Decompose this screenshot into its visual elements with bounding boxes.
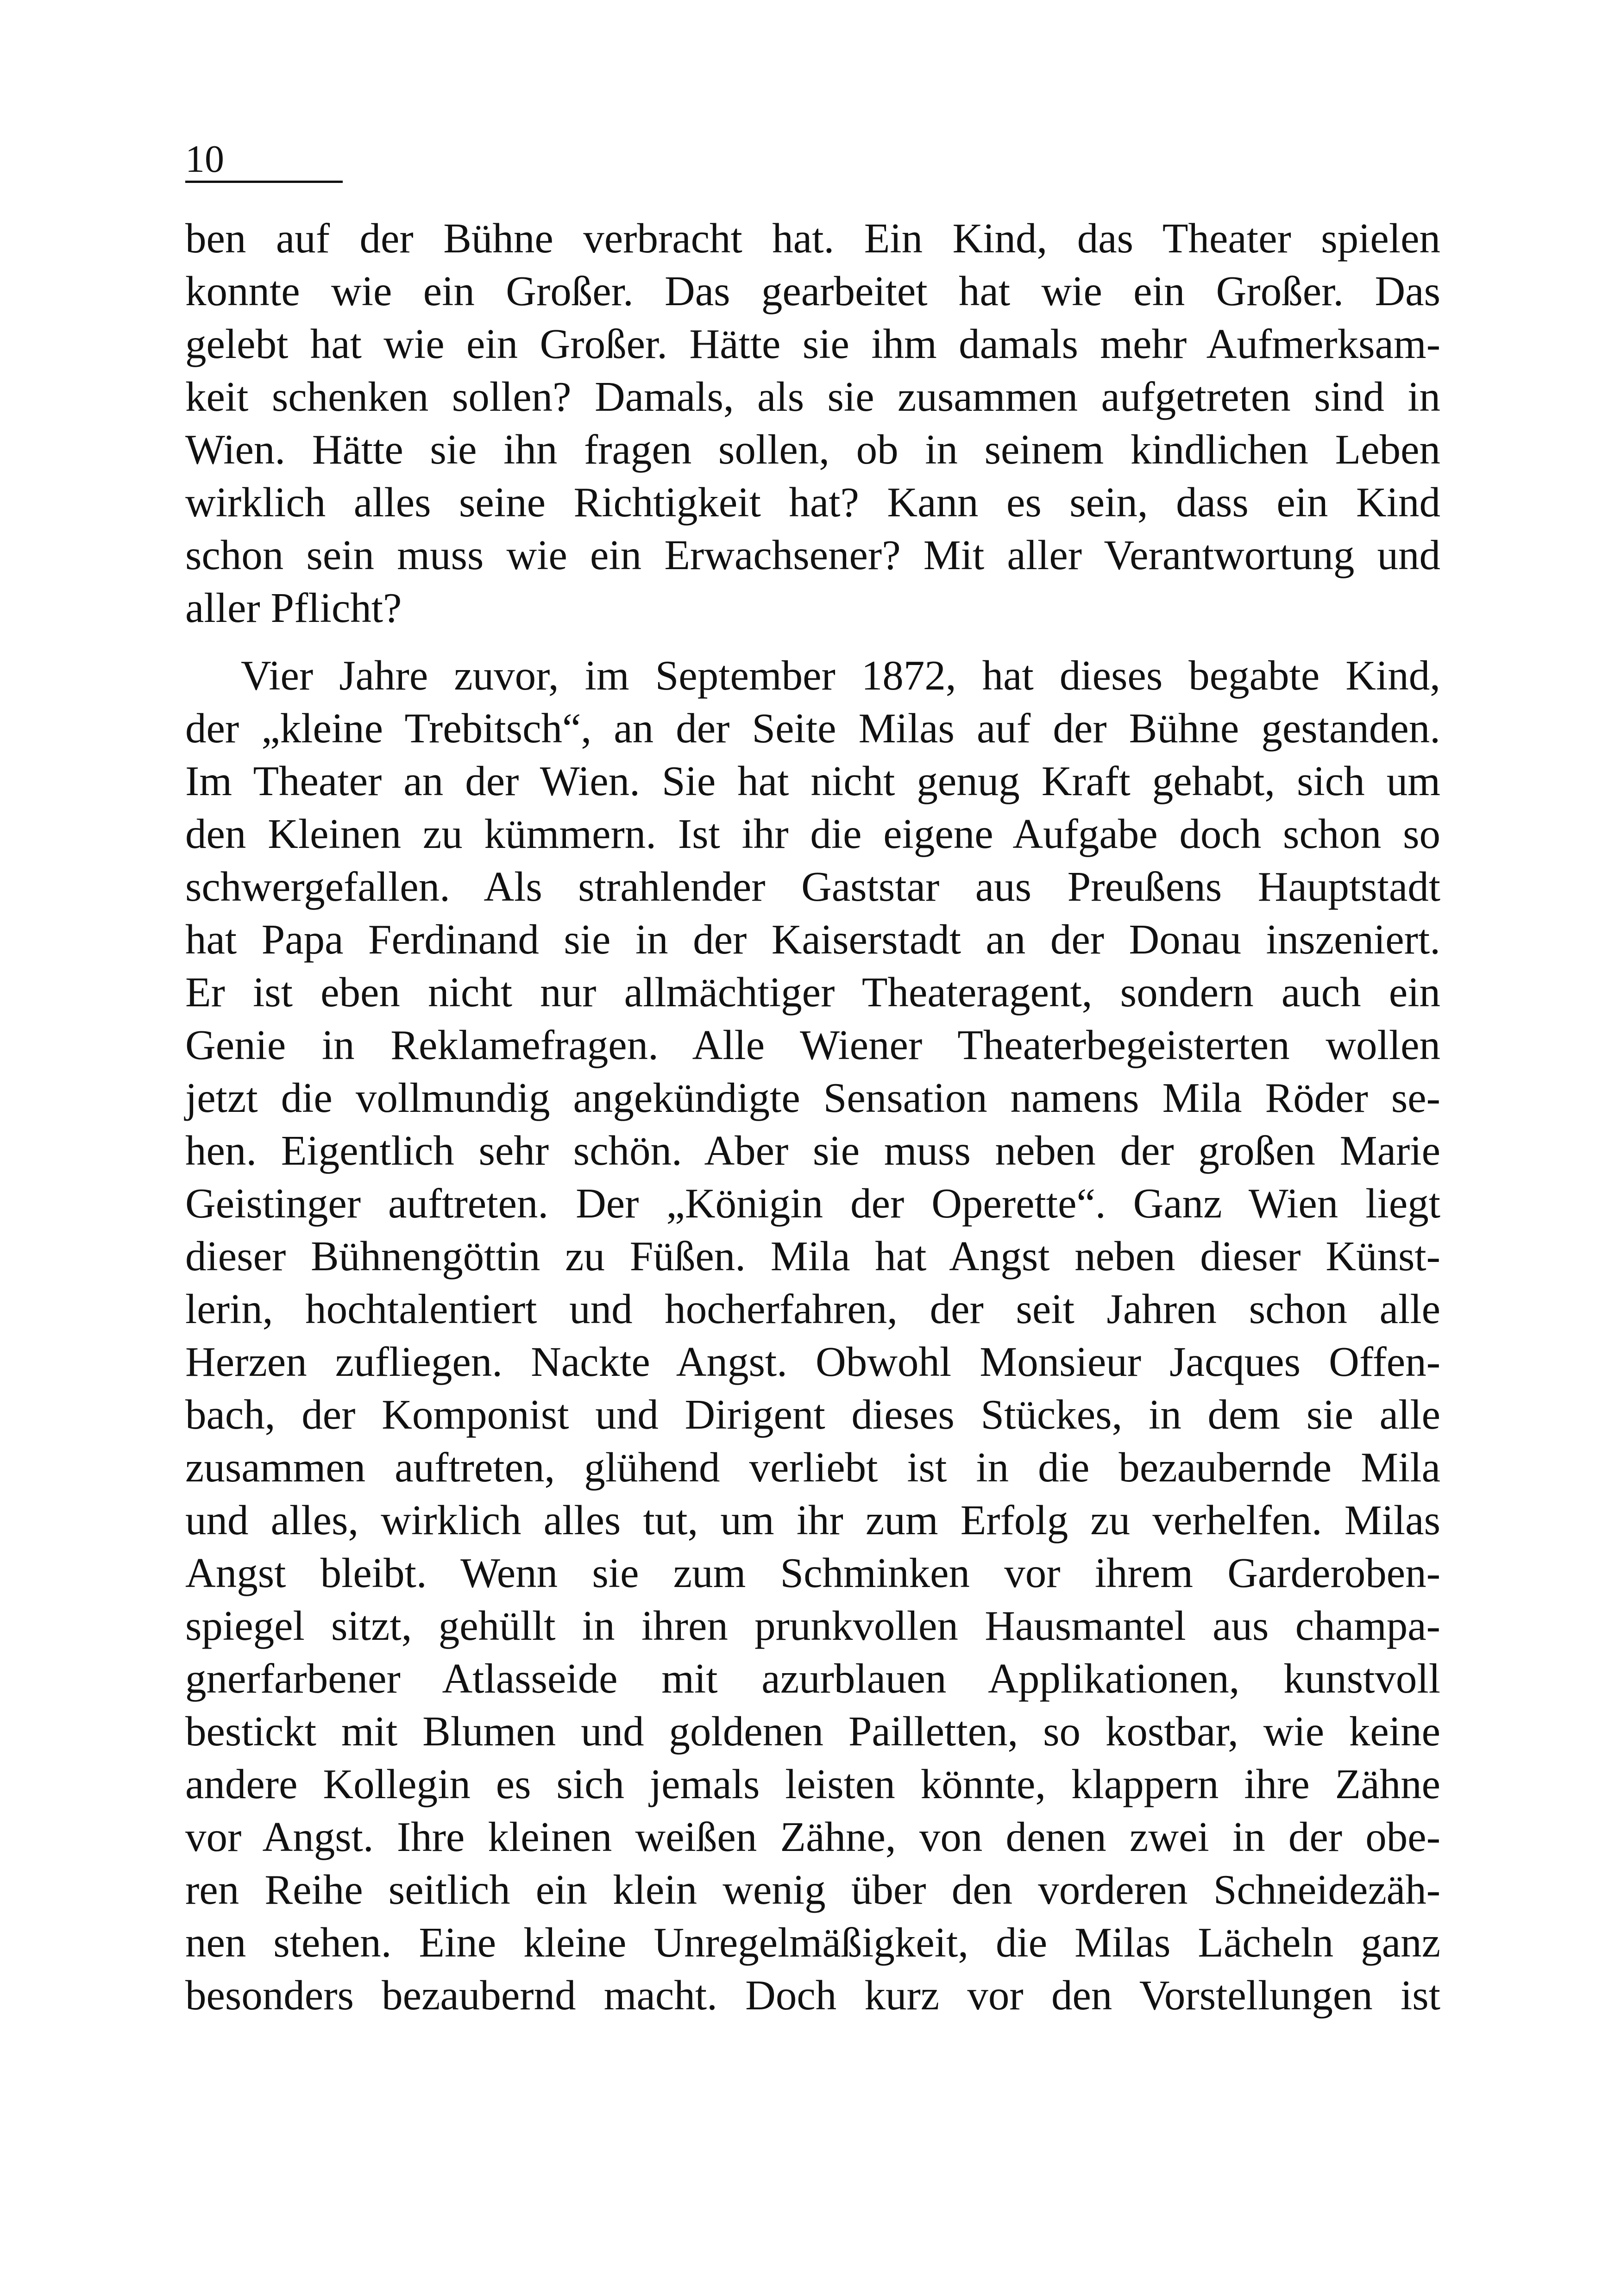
text-line: besonders bezaubernd macht. Doch kurz vor den Vorstellungen ist: [185, 1972, 1440, 2019]
text-line: hen. Eigentlich sehr schön. Aber sie muss neben der großen Marie: [185, 1127, 1440, 1174]
text-line: Vier Jahre zuvor, im September 1872, hat dieses begabte Kind,: [241, 652, 1440, 699]
paragraph-1: [185, 212, 1440, 634]
text-line: lerin, hochtalentiert und hocherfahren, der seit Jahren schon alle: [185, 1286, 1440, 1332]
text-line: Angst bleibt. Wenn sie zum Schminken vor ihrem Garderoben-: [185, 1549, 1440, 1596]
text-line: gelebt hat wie ein Großer. Hätte sie ihm damals mehr Aufmerksam-: [185, 320, 1440, 367]
text-line: spiegel sitzt, gehüllt in ihren prunkvollen Hausmantel aus champa-: [185, 1602, 1440, 1649]
text-line: Er ist eben nicht nur allmächtiger Theateragent, sondern auch ein: [185, 969, 1440, 1016]
text-line: der „kleine Trebitsch“, an der Seite Milas auf der Bühne gestanden.: [185, 705, 1440, 752]
text-line: Wien. Hätte sie ihn fragen sollen, ob in seinem kindlichen Leben: [185, 426, 1440, 473]
page-number: 10: [185, 138, 224, 181]
page-header: [185, 134, 343, 183]
text-line: Im Theater an der Wien. Sie hat nicht genug Kraft gehabt, sich um: [185, 758, 1440, 804]
text-line: und alles, wirklich alles tut, um ihr zum Erfolg zu verhelfen. Milas: [185, 1497, 1440, 1543]
text-line: jetzt die vollmundig angekündigte Sensation namens Mila Röder se-: [185, 1074, 1440, 1121]
text-line: zusammen auftreten, glühend verliebt ist in die bezaubernde Mila: [185, 1444, 1440, 1491]
text-line: Genie in Reklamefragen. Alle Wiener Theaterbegeisterten wollen: [185, 1022, 1440, 1068]
text-line: keit schenken sollen? Damals, als sie zusammen aufgetreten sind in: [185, 373, 1440, 420]
text-line: hat Papa Ferdinand sie in der Kaiserstadt an der Donau inszeniert.: [185, 916, 1440, 963]
paragraph-2: [185, 649, 1440, 2022]
text-line: dieser Bühnengöttin zu Füßen. Mila hat Angst neben dieser Künst-: [185, 1233, 1440, 1280]
text-line: wirklich alles seine Richtigkeit hat? Kann es sein, dass ein Kind: [185, 479, 1440, 526]
text-line: bestickt mit Blumen und goldenen Pailletten, so kostbar, wie keine: [185, 1708, 1440, 1755]
text-line: ben auf der Bühne verbracht hat. Ein Kind, das Theater spielen: [185, 215, 1440, 262]
text-line: ren Reihe seitlich ein klein wenig über den vorderen Schneidezäh-: [185, 1866, 1440, 1913]
body-text: [185, 212, 1440, 2022]
text-line: schon sein muss wie ein Erwachsener? Mit aller Verantwortung und: [185, 532, 1440, 578]
text-line: andere Kollegin es sich jemals leisten könnte, klappern ihre Zähne: [185, 1761, 1440, 1807]
text-line: Geistinger auftreten. Der „Königin der Operette“. Ganz Wien liegt: [185, 1180, 1440, 1227]
text-line: den Kleinen zu kümmern. Ist ihr die eigene Aufgabe doch schon so: [185, 810, 1440, 857]
text-line: vor Angst. Ihre kleinen weißen Zähne, von denen zwei in der obe-: [185, 1813, 1440, 1860]
text-line: bach, der Komponist und Dirigent dieses Stückes, in dem sie alle: [185, 1391, 1440, 1438]
text-line: konnte wie ein Großer. Das gearbeitet hat wie ein Großer. Das: [185, 268, 1440, 314]
text-line: Herzen zufliegen. Nackte Angst. Obwohl Monsieur Jacques Offen-: [185, 1338, 1440, 1385]
text-line: gnerfarbener Atlasseide mit azurblauen Applikationen, kunstvoll: [185, 1655, 1440, 1702]
text-line: aller Pflicht?: [185, 584, 402, 631]
text-line: schwergefallen. Als strahlender Gaststar aus Preußens Hauptstadt: [185, 863, 1440, 910]
text-line: nen stehen. Eine kleine Unregelmäßigkeit, die Milas Lächeln ganz: [185, 1919, 1440, 1966]
